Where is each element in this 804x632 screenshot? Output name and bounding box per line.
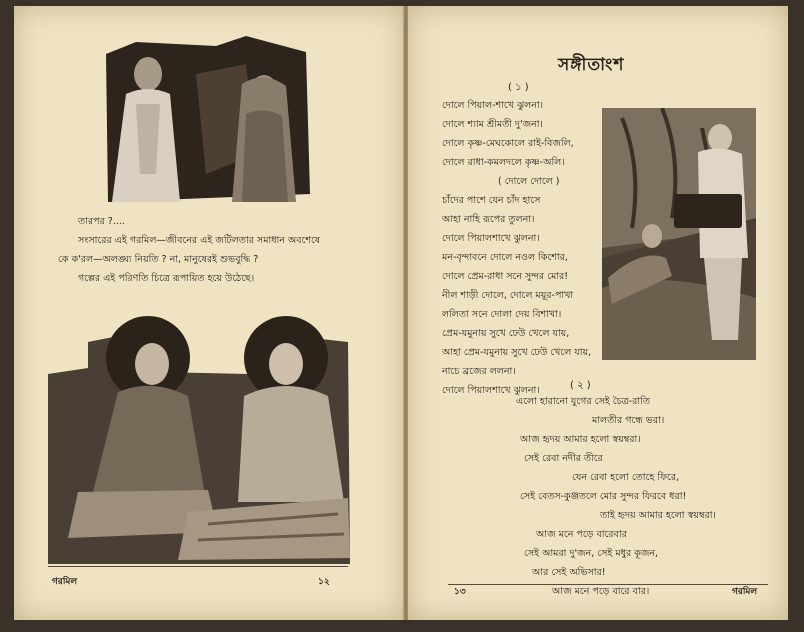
lyric-line: আর সেই অভিসার! (532, 567, 606, 578)
left-footer-rule (48, 566, 348, 567)
lyric-line: ( দোলে দোলে ) (498, 176, 560, 187)
lyric-line: এলো হারানো যুগের সেই চৈত্র-রাতি (516, 396, 650, 407)
photo-two-women-image (48, 312, 350, 564)
lyric-line: সেই রেবা নদীর তীরে (524, 453, 603, 464)
right-footer-title: গরমিল (732, 587, 758, 597)
photo-musicians (602, 108, 756, 360)
lyric-line: মালতীর গন্ধে ভরা। (592, 415, 665, 426)
photo-musicians-image (602, 108, 756, 360)
lyric-line: আজ হৃদয় আমার হলো স্বয়ম্বরা। (520, 434, 641, 445)
left-page (14, 6, 404, 620)
lyric-line: আজ মনে পড়ে বারেবার (536, 529, 627, 540)
lyric-line: নাচে ব্রজের ললনা। (442, 366, 516, 377)
photo-two-women (48, 312, 350, 564)
paragraph-line: গল্পের এই পরিণতি চিত্রে রূপায়িত হয়ে উঠেছে। (78, 273, 255, 284)
lyric-line: মন-বৃন্দাবনে দোলে নওল কিশোর, (442, 252, 568, 263)
lyric-line: দোলে পিয়াল-শাখে ঝুলনা। (442, 100, 544, 111)
photo-couple-image (96, 34, 314, 206)
lyric-line: নীল শাড়ী দোলে, দোলে ময়ূর-পাখা (442, 290, 574, 301)
lyric-line: চাঁদের পাশে যেন চাঁদ হাসে (442, 195, 541, 206)
song2-number: ( ২ ) (570, 380, 591, 391)
lyric-line: সেই বেতস-কুঞ্জতলে মোর সুন্দর ফিরবে ধরা! (520, 491, 687, 502)
lyric-line: সেই আমরা দু'জন, সেই মধুর কূজন, (524, 548, 659, 559)
left-page-number: ১২ (318, 577, 330, 587)
song1-lyrics (442, 96, 591, 400)
photo-couple (96, 34, 314, 206)
lyric-line: দোলে রাধা-কমলদলে কৃষ্ণ-অলি। (442, 157, 565, 168)
left-paragraph (58, 212, 320, 288)
lyric-line: দোলে কৃষ্ণ-মেঘকোলে রাই-বিজলি, (442, 138, 574, 149)
lyric-line: ললিতা সনে দোলা দেয় বিশাখা। (442, 309, 562, 320)
right-footer-rule (448, 584, 768, 585)
right-page (408, 6, 788, 620)
lyric-line: আহা নাহি রূপের তুলনা। (442, 214, 535, 225)
paragraph-line: সংসারের এই গরমিল—জীবনের এই জটিলতার সমাধান অবশেষে (78, 235, 321, 246)
lyric-line: দোলে প্রেম-রাধা সনে সুন্দর মোর! (442, 271, 569, 282)
lyric-line: যেন রেবা হলো তোহে ফিরে, (572, 472, 680, 483)
lyric-line: দোলে পিয়ালশাখে ঝুলনা। (442, 385, 540, 396)
right-page-number: ১৩ (454, 587, 466, 597)
lyric-line: তাই হৃদয় আমার হলো স্বয়ম্বরা। (600, 510, 716, 521)
lyric-line: দোলে পিয়ালশাখে ঝুলনা। (442, 233, 540, 244)
lyric-line: দোলে শ্যাম শ্রীমতী দু'জনা। (442, 119, 543, 130)
paragraph-line: কে ক'রল—অলঙ্ঘ্য নিয়তি ? না, মানুষেরই শুভবুদ্ধি ? (58, 254, 259, 265)
song2-lyrics (516, 392, 716, 601)
lyric-line: আজ মনে পড়ে বারে বার। (552, 586, 650, 597)
left-footer-title: গরমিল (52, 577, 78, 587)
page-title: সঙ্গীতাংশ (558, 55, 625, 75)
song1-number: ( ১ ) (508, 82, 529, 93)
lyric-line: আহা প্রেম-যমুনায় সুখে ঢেউ খেলে যায়, (442, 347, 592, 358)
lyric-line: প্রেম-যমুনায় সুখে ঢেউ খেলে যায়, (442, 328, 570, 339)
paragraph-line: তারপর ?.... (78, 216, 125, 227)
